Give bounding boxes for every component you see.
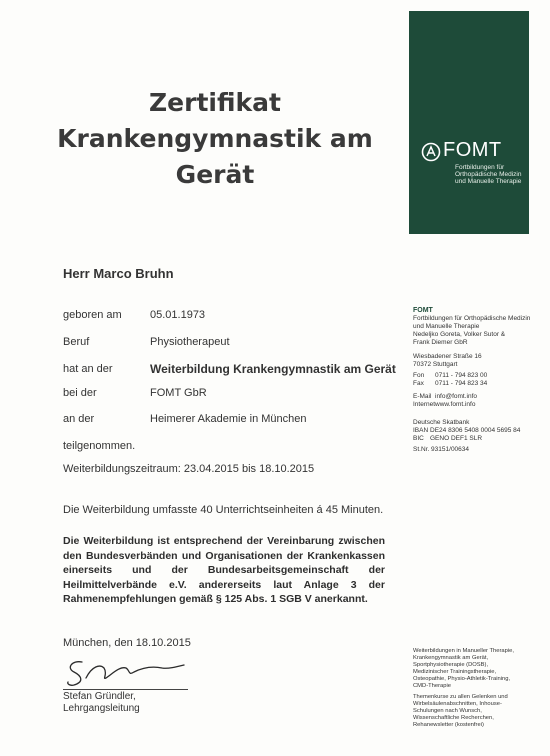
certificate-title [40,85,390,193]
sidebar-org-line: Frank Diemer GbR [413,339,468,346]
training-units: Die Weiterbildung umfasste 40 Unterrichtseinheiten á 45 Minuten. [63,504,384,516]
phone-value: 0711 - 794 823 00 [435,372,488,379]
signature-line [63,689,188,690]
iban-value: DE24 8306 5408 0004 5695 84 [430,427,521,434]
logo-sub-line: Orthopädische Medizin [455,171,522,178]
email-value: info@fomt.info [435,393,478,400]
sidebar-footer-topics: Themenkurse zu allen Gelenken und Wirbelsäulenabschnitten, Inhouse-Schulungen nach Wunsch, Wissenschaftliche Recherchen, Rehanewsletter (kostenfrei) [413,694,508,728]
signer-block [63,691,140,715]
field-label: geboren am [63,309,122,321]
signer-name: Stefan Gründler, [63,691,136,702]
place-date: München, den 18.10.2015 [63,637,191,649]
signature-image [64,656,194,690]
sidebar-city: 70372 Stuttgart [413,361,458,368]
sidebar-footer-courses: Weiterbildungen in Manueller Therapie, Krankengymnastik am Gerät, Sportphysiotherapie (DOSB), Medizinischer Trainingstherapie, Osteopathie, Physio-Athletik-Training, CMD-Therapie [413,648,514,689]
field-value: Physiotherapeut [150,336,230,348]
phone-label: Fon [413,372,425,379]
iban-label: IBAN [413,427,429,434]
fomt-logo-text: FOMT [443,139,502,161]
field-value: Weiterbildung Krankengymnastik am Gerät [150,362,396,376]
title-line-3: Gerät [175,160,255,189]
bic-value: GENO DEF1 SLR [430,435,483,442]
sidebar-iban [413,427,530,435]
recognition-statement: Die Weiterbildung ist entsprechend der Vereinbarung zwischen den Bundesverbänden und Organisationen der Krankenkassen einerseits und der Bundesarbeitsgemeinschaft der Heilmittelverbände e.V. andererseits laut Anlage 3 der Rahmenempfehlungen gemäß § 125 Abs. 1 SGB V anerkannt. [63,535,385,605]
bic-label: BIC [413,435,424,442]
fomt-logo-panel [409,11,529,234]
sidebar-website [413,401,530,409]
title-line-2: Krankengymnastik am [57,124,373,153]
field-value: 05.01.1973 [150,309,206,321]
sidebar-email [413,393,530,401]
sidebar-contact [413,307,530,454]
website-value: www.fomt.info [435,401,476,408]
participated-text: teilgenommen. [63,440,136,452]
field-value: Heimerer Akademie in München [150,413,307,425]
title-line-1: Zertifikat [149,88,281,117]
sidebar-org-line: Nedeljko Goreta, Volker Sutor & [413,331,506,338]
sidebar-org-name: FOMT [413,307,433,314]
field-label: hat an der [63,363,113,375]
field-label: bei der [63,387,97,399]
sidebar-phone [413,372,530,380]
logo-sub-line: und Manuelle Therapie [455,178,522,185]
sidebar-tax-number: St.Nr. 93151/00634 [413,446,470,453]
sidebar-bank: Deutsche Skatbank [413,419,470,426]
training-period: Weiterbildungszeitraum: 23.04.2015 bis 18.10.2015 [63,463,315,475]
fax-value: 0711 - 794 823 34 [435,380,488,387]
email-label: E-Mail [413,393,432,400]
sidebar-bic [413,435,530,443]
sidebar-fax [413,380,530,388]
fax-label: Fax [413,380,424,387]
recipient-name: Herr Marco Bruhn [63,266,174,281]
signer-role: Lehrgangsleitung [63,703,140,714]
logo-sub-line: Fortbildungen für [455,164,505,171]
field-label: Beruf [63,336,90,348]
sidebar-org-line: und Manuelle Therapie [413,323,480,330]
field-value: FOMT GbR [150,387,207,399]
website-label: Internet [413,401,436,408]
fomt-emblem-icon [421,142,441,162]
fomt-logo-subtitle [455,164,527,185]
sidebar-street: Wiesbadener Straße 16 [413,353,482,360]
field-label: an der [63,413,95,425]
sidebar-org-line: Fortbildungen für Orthopädische Medizin [413,315,531,322]
